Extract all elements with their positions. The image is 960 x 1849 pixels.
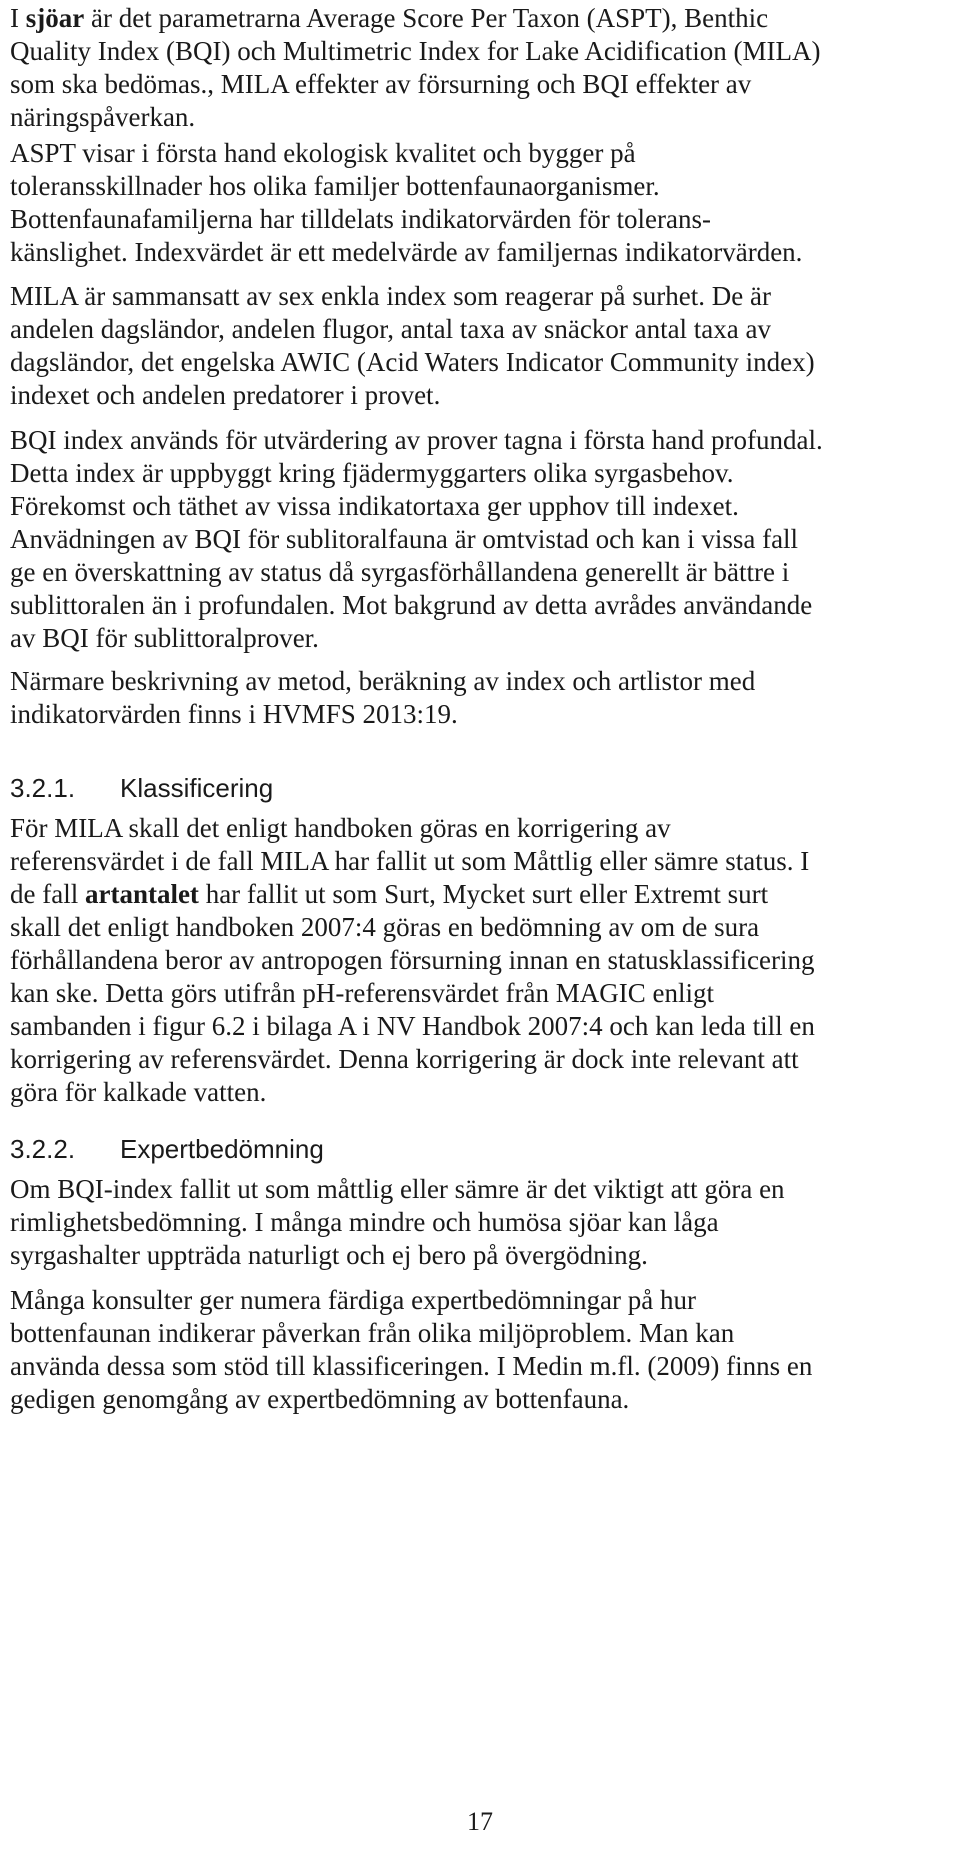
text-line: sambanden i figur 6.2 i bilaga A i NV Handbok 2007:4 och kan leda till en (10, 1011, 815, 1041)
text-line: skall det enligt handboken 2007:4 göras en bedömning av om de sura (10, 912, 760, 942)
text-line: dagsländor, det engelska AWIC (Acid Waters Indicator Community index) (10, 347, 815, 377)
bold-term: artantalet (84, 879, 199, 909)
text-line: Många konsulter ger numera färdiga expertbedömningar på hur (10, 1285, 696, 1315)
text-line: MILA är sammansatt av sex enkla index som reagerar på surhet. De är (10, 281, 771, 311)
paragraph-expert-2 (10, 1284, 954, 1416)
text-line: Närmare beskrivning av metod, beräkning av index och artlistor med (10, 666, 756, 696)
paragraph-reference (10, 665, 954, 731)
text-line: bottenfaunan indikerar påverkan från olika miljöproblem. Man kan (10, 1318, 735, 1348)
text-line: Förekomst och täthet av vissa indikatortaxa ger upphov till indexet. (10, 491, 739, 521)
text-line: näringspåverkan. (10, 102, 196, 132)
text-line: känslighet. Indexvärdet är ett medelvärde av familjernas indikatorvärden. (10, 237, 803, 267)
text-line: syrgashalter uppträda naturligt och ej bero på övergödning. (10, 1240, 648, 1270)
paragraph-mila (10, 280, 954, 412)
text-line: göra för kalkade vatten. (10, 1077, 267, 1107)
text-line: gedigen genomgång av expertbedömning av bottenfauna. (10, 1384, 630, 1414)
section-heading-klassificering (10, 772, 273, 804)
text-line: indexet och andelen predatorer i provet. (10, 380, 441, 410)
text-line: BQI index används för utvärdering av prover tagna i första hand profundal. (10, 425, 823, 455)
text-line: ASPT visar i första hand ekologisk kvalitet och bygger på (10, 138, 636, 168)
section-title: Expertbedömning (120, 1134, 324, 1164)
text-line: förhållandena beror av antropogen försurning innan en statusklassificering (10, 945, 815, 975)
text-line: sublittoralen än i profundalen. Mot bakgrund av detta avrådes användande (10, 590, 813, 620)
text-line: Anvädningen av BQI för sublitoralfauna är omtvistad och kan i vissa fall (10, 524, 799, 554)
section-number: 3.2.1. (10, 773, 76, 803)
text-line: som ska bedömas., MILA effekter av försurning och BQI effekter av (10, 69, 752, 99)
section-number: 3.2.2. (10, 1134, 76, 1164)
paragraph-intro (10, 2, 954, 134)
text-line: andelen dagsländor, andelen flugor, antal taxa av snäckor antal taxa av (10, 314, 772, 344)
text-line: För MILA skall det enligt handboken göras en korrigering av (10, 813, 671, 843)
text-line: Bottenfaunafamiljerna har tilldelats indikatorvärden för tolerans- (10, 204, 711, 234)
text-line: referensvärdet i de fall MILA har fallit ut som Måttlig eller sämre status. I (10, 846, 810, 876)
section-title: Klassificering (120, 773, 274, 803)
text-line: Om BQI-index fallit ut som måttlig eller sämre är det viktigt att göra en (10, 1174, 785, 1204)
text-line: Quality Index (BQI) och Multimetric Index for Lake Acidification (MILA) (10, 36, 821, 66)
text-line: av BQI för sublittoralprover. (10, 623, 319, 653)
paragraph-klassificering (10, 812, 954, 1109)
text-line: använda dessa som stöd till klassificeringen. I Medin m.fl. (2009) finns en (10, 1351, 813, 1381)
text-line: ge en överskattning av status då syrgasförhållandena generellt är bättre i (10, 557, 790, 587)
bold-term: sjöar (25, 3, 85, 33)
text-line: rimlighetsbedömning. I många mindre och humösa sjöar kan låga (10, 1207, 719, 1237)
text-line: I sjöar är det parametrarna Average Score Per Taxon (ASPT), Benthic (10, 3, 769, 33)
text-line: korrigering av referensvärdet. Denna korrigering är dock inte relevant att (10, 1044, 799, 1074)
paragraph-expert-1 (10, 1173, 954, 1272)
text-line: Detta index är uppbyggt kring fjädermyggarters olika syrgasbehov. (10, 458, 734, 488)
text-line: indikatorvärden finns i HVMFS 2013:19. (10, 699, 458, 729)
text-line: kan ske. Detta görs utifrån pH-referensvärdet från MAGIC enligt (10, 978, 715, 1008)
page-number: 17 (467, 1807, 493, 1836)
section-heading-expertbedomning (10, 1133, 324, 1165)
paragraph-bqi (10, 424, 954, 655)
paragraph-aspt (10, 137, 954, 269)
text-line: toleransskillnader hos olika familjer bottenfaunaorganismer. (10, 171, 660, 201)
text-line: de fall artantalet har fallit ut som Surt, Mycket surt eller Extremt surt (10, 879, 769, 909)
